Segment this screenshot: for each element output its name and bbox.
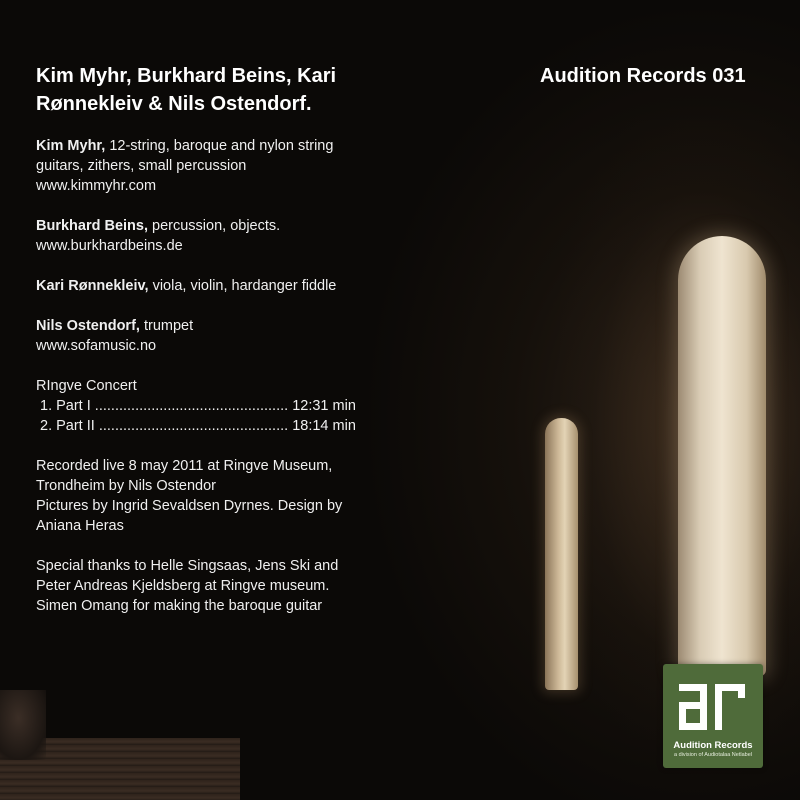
lit-window-large [678, 236, 766, 676]
album-title [36, 62, 336, 118]
credit-line: Trondheim by Nils Ostendor [36, 478, 216, 494]
album-title-line-2: Rønnekleiv & Nils Ostendorf. [36, 93, 312, 115]
musician-instruments: percussion, objects. [152, 218, 281, 234]
tracklist-title: RIngve Concert [36, 378, 137, 394]
liner-notes [36, 136, 416, 636]
musician-name: Burkhard Beins, [36, 218, 148, 234]
musician-instruments: 12-string, baroque and nylon string [109, 138, 334, 154]
musician-credit [36, 216, 416, 256]
musician-website: www.kimmyhr.com [36, 178, 157, 194]
track-item: 2. Part II ............................................... 18:14 min [40, 418, 356, 434]
musician-name: Kari Rønnekleiv, [36, 278, 149, 294]
musician-instruments: viola, violin, hardanger fiddle [152, 278, 337, 294]
musician-website: www.sofamusic.no [36, 338, 157, 354]
credit-line: Pictures by Ingrid Sevaldsen Dyrnes. Design by [36, 498, 343, 514]
audition-records-logo [663, 664, 763, 768]
thanks-line: Peter Andreas Kjeldsberg at Ringve museum. [36, 578, 330, 594]
musician-instruments: guitars, zithers, small percussion [36, 158, 247, 174]
logo-label: Audition Records [673, 740, 753, 751]
musician-instruments: trumpet [143, 318, 194, 334]
thanks-line: Special thanks to Helle Singsaas, Jens Ski and [36, 558, 339, 574]
musician-website: www.burkhardbeins.de [36, 238, 183, 254]
track-item: 1. Part I ................................................ 12:31 min [40, 398, 356, 414]
logo-subtitle: a division of Audiotalaa Netlabel [674, 752, 752, 758]
track-list [36, 396, 416, 436]
musician-name: Kim Myhr, [36, 138, 106, 154]
musician-name: Nils Ostendorf, [36, 318, 140, 334]
tracklist [36, 376, 416, 436]
special-thanks [36, 556, 416, 616]
credit-line: Aniana Heras [36, 518, 124, 534]
thanks-line: Simen Omang for making the baroque guitar [36, 598, 323, 614]
credit-line: Recorded live 8 may 2011 at Ringve Museum, [36, 458, 333, 474]
musician-credit [36, 276, 416, 296]
lit-window-small [545, 418, 578, 690]
musician-silhouette [0, 690, 46, 760]
album-title-line-1: Kim Myhr, Burkhard Beins, Kari [36, 65, 337, 87]
catalog-number: Audition Records 031 [540, 65, 746, 87]
musician-credit [36, 316, 416, 356]
ar-logo-mark [675, 676, 751, 738]
musician-credit [36, 136, 416, 196]
recording-credits [36, 456, 416, 536]
